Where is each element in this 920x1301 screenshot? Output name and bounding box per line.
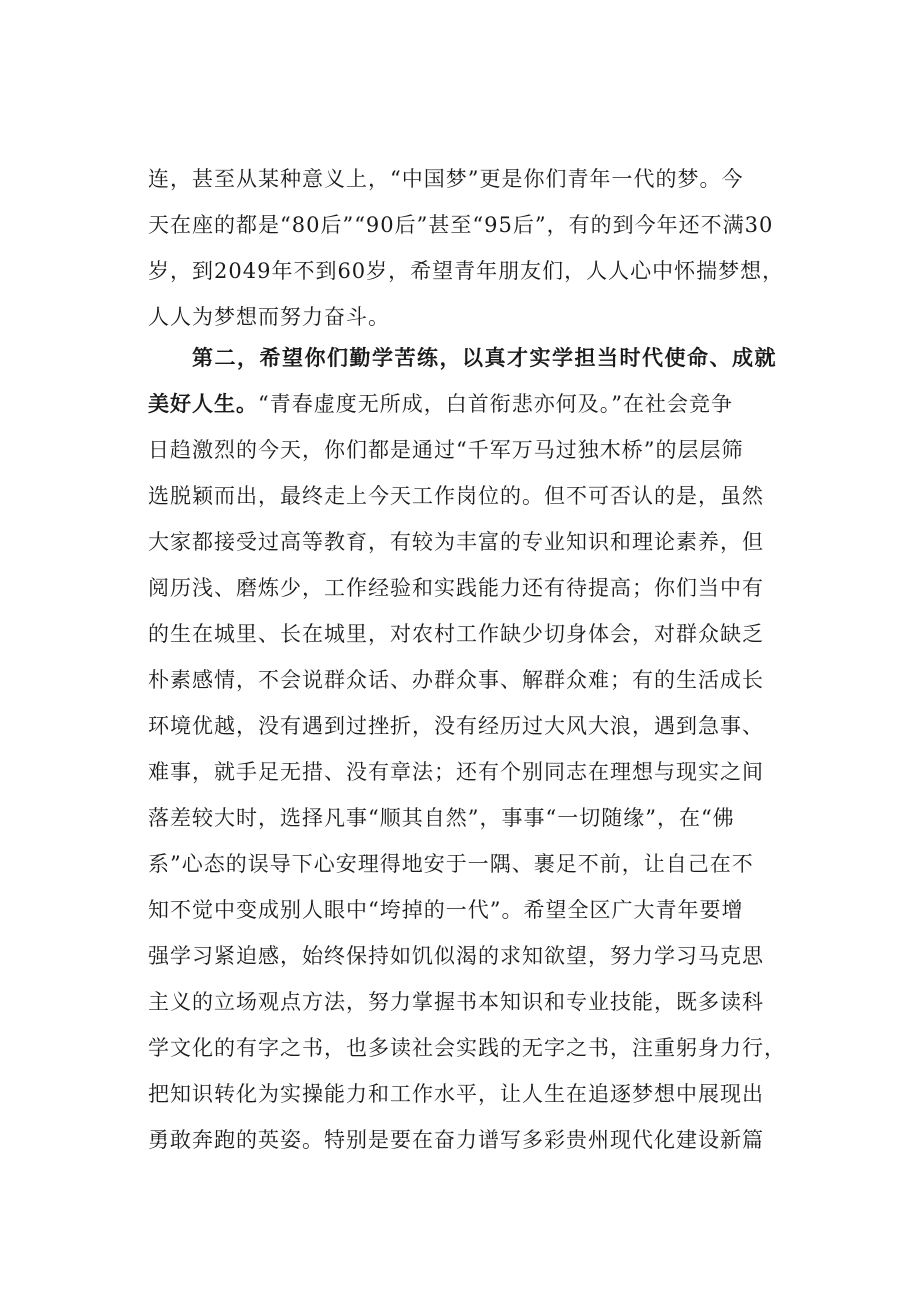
text-line: 的生在城里、长在城里，对农村工作缺少切身体会，对群众缺乏 bbox=[148, 622, 764, 646]
text-line: 人人为梦想而努力奋斗。 bbox=[148, 305, 390, 329]
section-heading-line: 第二，希望你们勤学苦练，以真才实学担当时代使命、成就 bbox=[192, 346, 777, 370]
text-line: 落差较大时，选择凡事“顺其自然”，事事“一切随缘”，在“佛 bbox=[148, 806, 735, 830]
text-line bbox=[148, 381, 808, 427]
text-line: 把知识转化为实操能力和工作水平，让人生在追逐梦想中展现出 bbox=[148, 1082, 764, 1106]
text-line: 选脱颖而出，最终走上今天工作岗位的。但不可否认的是，虽然 bbox=[148, 484, 764, 508]
text-line: 朴素感情，不会说群众话、办群众事、解群众难；有的生活成长 bbox=[148, 668, 764, 692]
paragraph-2 bbox=[148, 335, 808, 1163]
text-line: 系”心态的误导下心安理得地安于一隅、裹足不前，让自己在不 bbox=[148, 852, 754, 876]
text-line: 环境优越，没有遇到过挫折，没有经历过大风大浪，遇到急事、 bbox=[148, 714, 764, 738]
text-line: 阅历浅、磨炼少，工作经验和实践能力还有待提高；你们当中有 bbox=[148, 576, 764, 600]
text-line: 知不觉中变成别人眼中“垮掉的一代”。希望全区广大青年要增 bbox=[148, 898, 744, 922]
text-line: 勇敢奔跑的英姿。特别是要在奋力谱写多彩贵州现代化建设新篇 bbox=[148, 1128, 764, 1152]
text-line: 主义的立场观点方法，努力掌握书本知识和专业技能，既多读科 bbox=[148, 990, 764, 1014]
text-line: 难事，就手足无措、没有章法；还有个别同志在理想与现实之间 bbox=[148, 760, 764, 784]
text-line: 学文化的有字之书，也多读社会实践的无字之书，注重躬身力行， bbox=[148, 1036, 786, 1060]
text-line: 天在座的都是“80后”“90后”甚至“95后”，有的到今年还不满30 bbox=[148, 213, 774, 237]
quote-text: “青春虚度无所成，白首衔悲亦何及。”在社会竞争 bbox=[258, 392, 733, 416]
paragraph-1 bbox=[148, 156, 808, 340]
text-line: 强学习紧迫感，始终保持如饥似渴的求知欲望，努力学习马克思 bbox=[148, 944, 764, 968]
text-line: 岁，到2049年不到60岁，希望青年朋友们，人人心中怀揣梦想， bbox=[148, 259, 785, 283]
section-heading-end: 美好人生。 bbox=[148, 392, 258, 416]
text-line: 连，甚至从某种意义上，“中国梦”更是你们青年一代的梦。今 bbox=[148, 167, 744, 191]
text-line: 大家都接受过高等教育，有较为丰富的专业知识和理论素养，但 bbox=[148, 530, 764, 554]
text-line: 日趋激烈的今天，你们都是通过“千军万马过独木桥”的层层筛 bbox=[148, 438, 744, 462]
